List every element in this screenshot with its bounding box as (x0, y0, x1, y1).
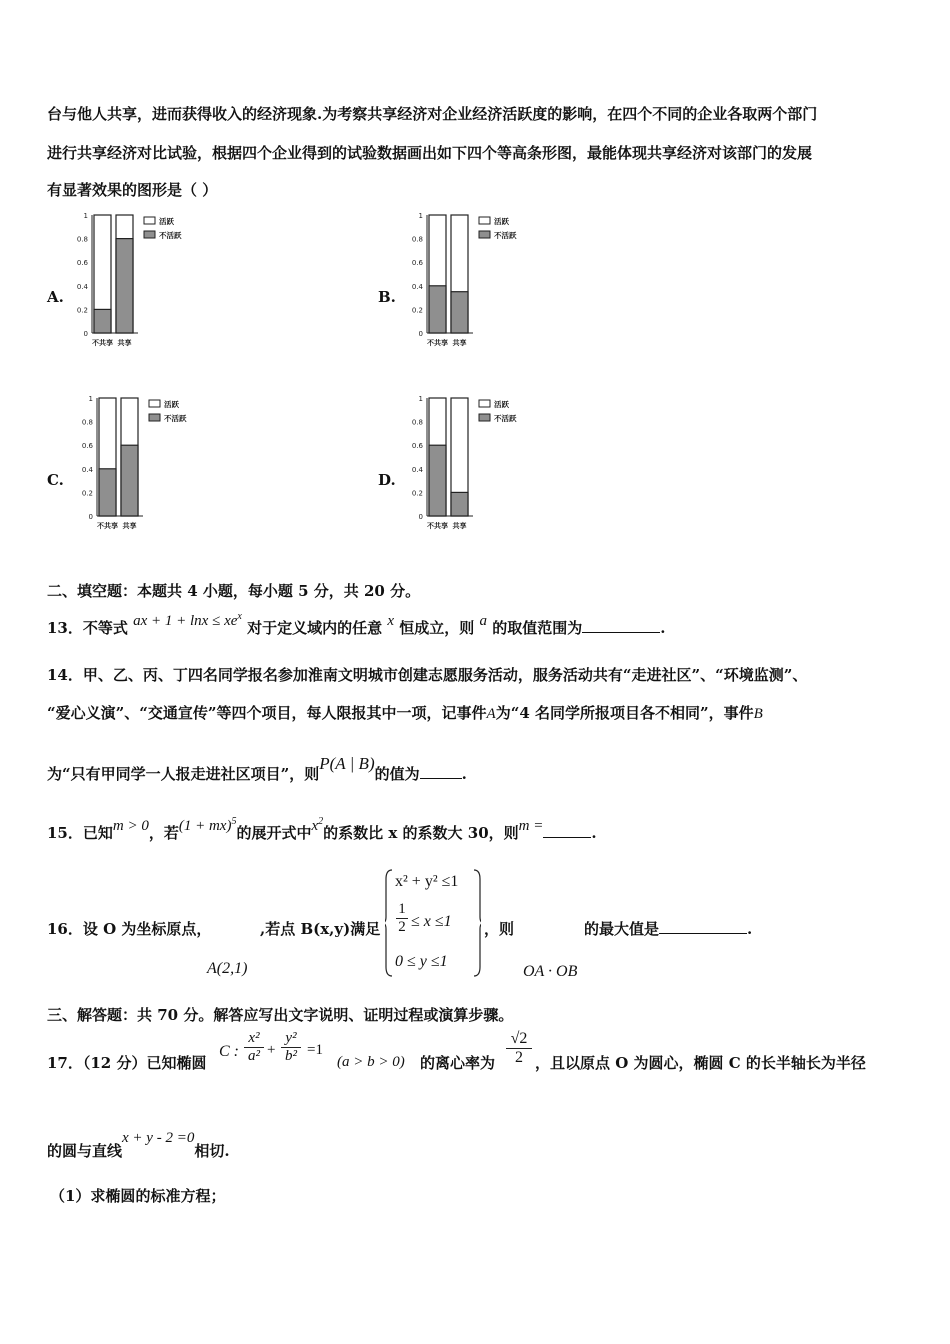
bar-inactive (99, 469, 116, 516)
ytick-label: 1 (83, 212, 88, 220)
q16-tail-text: 的最大值是 (584, 920, 660, 938)
category-label: 不共享 (97, 522, 118, 530)
legend-swatch (479, 231, 490, 238)
question-15 (47, 816, 597, 843)
bar-inactive (451, 492, 468, 516)
legend-swatch (479, 217, 490, 224)
q17-plus: + (267, 1042, 276, 1058)
ytick-label: 1 (418, 212, 423, 220)
ytick-label: 0.4 (81, 465, 93, 474)
category-label: 共享 (122, 522, 137, 530)
category-label: 共享 (452, 522, 467, 530)
q13-var-x: x (387, 613, 394, 629)
q16-then: ，则 (484, 920, 515, 938)
category-label: 共享 (452, 339, 467, 347)
q14-line2-b: 为“4 名同学所报项目各不相同”，事件 (495, 704, 754, 722)
q16-constraint-1: x² + y² ≤1 (395, 873, 459, 890)
ytick-label: 0.4 (411, 465, 423, 474)
q14-answer-blank (420, 764, 462, 779)
ytick-label: 0.6 (411, 442, 423, 451)
legend-label: 活跃 (164, 400, 179, 409)
q17-tail: ，且以原点 O 为圆心，椭圆 C 的长半轴长为半径 (535, 1054, 866, 1072)
category-label: 共享 (117, 339, 132, 347)
q16-constraint-system (385, 867, 481, 979)
chart-a (70, 205, 200, 360)
q17-eq1: =1 (307, 1042, 323, 1058)
q16-answer-blank (659, 919, 747, 934)
bar-inactive (121, 445, 138, 516)
q15-end: . (591, 824, 597, 842)
legend-label: 不活跃 (494, 414, 517, 423)
q13-var-a: a (479, 613, 487, 629)
q14-line-2 (47, 702, 763, 723)
q16-constraint-3: 0 ≤ y ≤1 (395, 953, 448, 970)
legend-swatch (144, 217, 155, 224)
q15-term-text: x (311, 818, 319, 834)
bar-inactive (94, 309, 111, 333)
ytick-label: 0 (88, 513, 93, 521)
ytick-label: 0.2 (411, 306, 423, 315)
legend-swatch (479, 400, 490, 407)
section3-header: 三、解答题：共 70 分。解答应写出文字说明、证明过程或演算步骤。 (47, 1006, 514, 1024)
q14-line2-a: “爱心义演”、“交通宣传”等四个项目，每人限报其中一项，记事件 (47, 704, 487, 722)
intro-line-3: 有显著效果的图形是（ ） (47, 181, 218, 199)
q17-line-equation: x + y - 2 =0 (122, 1130, 195, 1146)
q15-mid: 的展开式中 (236, 824, 312, 842)
q16-end: . (747, 920, 753, 938)
chart-b (405, 205, 535, 360)
ytick-label: 0.2 (81, 489, 93, 498)
legend-label: 不活跃 (494, 231, 517, 240)
chart-d (405, 388, 535, 543)
q13-ineq-sup: x (237, 611, 242, 622)
q15-pre: 15．已知 (47, 824, 113, 842)
q16-fraction-denominator: 2 (396, 918, 408, 936)
q15-answer-blank (543, 823, 591, 838)
q17-a2: a² (244, 1047, 264, 1065)
q17-frac-y (281, 1030, 301, 1065)
ytick-label: 0.6 (411, 259, 423, 268)
option-d-label: D. (378, 471, 396, 489)
ytick-label: 1 (418, 395, 423, 403)
q14-probability: P(A | B) (319, 754, 375, 773)
q14-line-3 (47, 754, 467, 784)
intro-line-1: 台与他人共享，进而获得收入的经济现象.为考察共享经济对企业经济活跃度的影响，在四个不同的企业各取两个部门 (47, 105, 818, 123)
bar-inactive (429, 286, 446, 333)
section2-header: 二、填空题：本题共 4 小题，每小题 5 分，共 20 分。 (47, 582, 421, 600)
q15-expr-text: (1 + mx) (178, 818, 232, 834)
q16-dot-product: OA · OB (523, 963, 578, 980)
legend-swatch (149, 414, 160, 421)
q14-event-a: A (486, 706, 496, 722)
q15-term (311, 818, 323, 834)
legend-swatch (479, 414, 490, 421)
ytick-label: 0.2 (411, 489, 423, 498)
q15-ask: m = (518, 818, 544, 834)
q16-point-a: A(2,1) (207, 960, 248, 977)
question-13 (47, 611, 666, 638)
q15-comma: ，若 (148, 824, 179, 842)
q13-end: . (660, 619, 666, 637)
q14-event-b: B (753, 706, 763, 722)
q16-fraction-numerator: 1 (398, 901, 406, 917)
q15-expression (179, 818, 237, 834)
ytick-label: 0 (418, 513, 423, 521)
q15-term-sup: 2 (318, 816, 324, 827)
category-label: 不共享 (92, 339, 113, 347)
ytick-label: 0.8 (76, 235, 88, 244)
ytick-label: 0.2 (76, 306, 88, 315)
ytick-label: 0.4 (76, 282, 88, 291)
q15-condition: m > 0 (112, 818, 149, 834)
q17-part-1: （1）求椭圆的标准方程； (50, 1187, 226, 1205)
q17-y2: y² (285, 1030, 297, 1046)
legend-label: 不活跃 (164, 414, 187, 423)
legend-label: 活跃 (159, 217, 174, 226)
q13-answer-blank (582, 618, 660, 633)
intro-line-2: 进行共享经济对比试验，根据四个企业得到的试验数据画出如下四个等高条形图，最能体现共享经济对该部门的发展 (47, 144, 813, 162)
q13-pre: 13．不等式 (47, 619, 128, 637)
ytick-label: 0.6 (76, 259, 88, 268)
q17-ecc-den: 2 (506, 1048, 532, 1067)
q14-line3-a: 为“只有甲同学一人报走进社区项目”，则 (47, 765, 320, 783)
q17-line-2 (47, 1130, 230, 1161)
chart-c (75, 388, 205, 543)
bar-inactive (116, 239, 133, 333)
q13-mid2: 恒成立，则 (399, 619, 475, 637)
ytick-label: 0.6 (81, 442, 93, 451)
q16-constraint-2: ≤ x ≤1 (411, 913, 452, 930)
q13-inequality (133, 613, 242, 629)
ytick-label: 1 (88, 395, 93, 403)
ytick-label: 0.4 (411, 282, 423, 291)
q16-tail (584, 918, 752, 939)
legend-swatch (149, 400, 160, 407)
q17-x2: x² (248, 1030, 260, 1046)
q17-ellipse-c: C : (219, 1043, 239, 1060)
legend-swatch (144, 231, 155, 238)
category-label: 不共享 (427, 339, 448, 347)
q17-frac-x (244, 1030, 264, 1065)
ytick-label: 0.8 (81, 418, 93, 427)
option-b-label: B. (378, 288, 396, 306)
ytick-label: 0.8 (411, 418, 423, 427)
q14-line-1: 14．甲、乙、丙、丁四名同学报名参加淮南文明城市创建志愿服务活动，服务活动共有“走进社区”、“环境监测”、 (47, 666, 808, 684)
q14-end: . (461, 765, 467, 783)
legend-label: 不活跃 (159, 231, 182, 240)
q13-mid: 对于定义域内的任意 (247, 619, 383, 637)
bar-inactive (451, 292, 468, 333)
q16-constraint-2-fraction (396, 901, 408, 936)
q17-pre: 17．（12 分）已知椭圆 (47, 1054, 207, 1072)
q17-ecc-num: √2 (510, 1030, 528, 1047)
q17-condition: (a > b > 0) (337, 1054, 405, 1070)
ytick-label: 0 (418, 330, 423, 338)
q16-pre: 16．设 O 为坐标原点， (47, 920, 212, 938)
ytick-label: 0 (83, 330, 88, 338)
q14-line3-b: 的值为 (374, 765, 420, 783)
option-a-label: A. (47, 288, 64, 306)
legend-label: 活跃 (494, 217, 509, 226)
q16-point-b: ,若点 B(x,y)满足 (260, 920, 381, 938)
option-c-label: C. (47, 471, 64, 489)
ytick-label: 0.8 (411, 235, 423, 244)
q17-b2: b² (281, 1047, 301, 1065)
q17-line2-a: 的圆与直线 (47, 1142, 123, 1160)
category-label: 不共享 (427, 522, 448, 530)
q15-expr-sup: 5 (231, 816, 237, 827)
q17-line2-b: 相切. (194, 1142, 230, 1160)
q13-tail: 的取值范围为 (492, 619, 583, 637)
q17-mid: 的离心率为 (420, 1054, 496, 1072)
q13-ineq-text: ax + 1 + lnx ≤ xe (133, 613, 238, 629)
q15-mid2: 的系数比 x 的系数大 30，则 (323, 824, 519, 842)
bar-inactive (429, 445, 446, 516)
legend-label: 活跃 (494, 400, 509, 409)
q17-eccentricity (506, 1030, 532, 1067)
